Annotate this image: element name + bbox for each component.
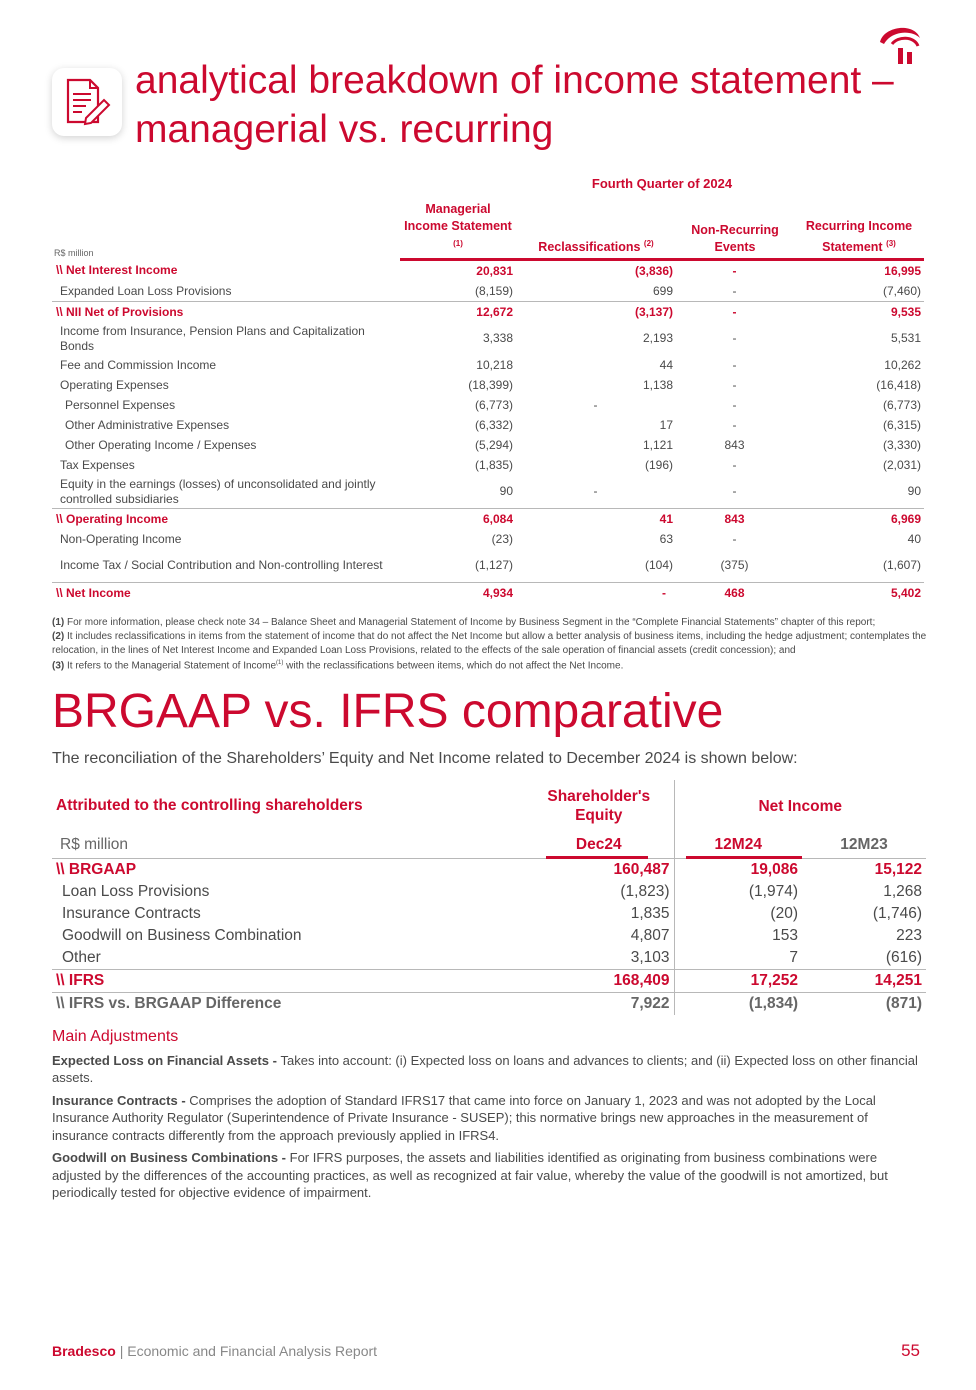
footer: [52, 1343, 377, 1359]
footnote-1: (1) For more information, please check note 34 – Balance Sheet and Managerial Statement of Income by Business Segment in the “Complete Financial Statements” chapter of this report;: [52, 617, 876, 628]
row-label: \\ IFRS: [52, 970, 524, 993]
row-label: \\ Net Interest Income: [56, 263, 178, 278]
period-title: Fourth Quarter of 2024: [591, 175, 733, 191]
table-row: \\ Net Income 4,934 - 468 5,402: [52, 583, 924, 604]
row-label: Loan Loss Provisions: [62, 883, 210, 900]
reconciliation-table: [52, 780, 926, 1015]
adjustment-item: Expected Loss on Financial Assets - Takes into account: (i) Expected loss on loans and advances to clients; and (ii) Expected loss on other financial assets.: [52, 1052, 918, 1085]
table-row: Non-Operating Income (23) 63 - 40: [52, 529, 924, 549]
table-row: \\ BRGAAP 160,487 19,086 15,122: [52, 859, 926, 882]
table-row: Tax Expenses (1,835) (196) - (2,031): [52, 455, 924, 475]
table-row: \\ Net Interest Income 20,831 (3,836) - 16,995: [52, 260, 924, 282]
document-icon-box: [52, 68, 122, 136]
section-title: BRGAAP vs. IFRS comparative: [52, 685, 724, 738]
row-label: Other Administrative Expenses: [65, 418, 230, 432]
row-label: Equity in the earnings (losses) of unconsolidated and jointly controlled subsidiaries: [60, 476, 376, 506]
equity-header: Shareholder's Equity: [547, 788, 651, 824]
col-12m24: 12M24: [674, 832, 802, 859]
income-statement-table: [52, 172, 924, 603]
table-row: \\ Operating Income 6,084 41 843 6,969: [52, 509, 924, 530]
col-dec24: Dec24: [575, 836, 622, 853]
table-row: Insurance Contracts 1,835 (20) (1,746): [52, 903, 926, 925]
row-label: Other Operating Income / Expenses: [65, 438, 257, 452]
row-label: Other: [62, 949, 101, 966]
12m24-underline: [686, 856, 802, 859]
row-label: \\ Net Income: [52, 583, 400, 604]
col-12m23: 12M23: [840, 836, 888, 853]
adjustment-item: Goodwill on Business Combinations - For IFRS purposes, the assets and liabilities identified as originating from business combinations were adjusted by the differences of the accounting practices, as well as recognized at fair value, whereby the value of the goodwill is not amortized, but periodically tested for objective evidence of impairment.: [52, 1150, 888, 1200]
row-label: Goodwill on Business Combination: [62, 927, 302, 944]
row-label: Income Tax / Social Contribution and Non-controlling Interest: [60, 558, 383, 572]
page-title-line1: analytical breakdown of income statement –: [135, 59, 894, 102]
row-label: Income from Insurance, Pension Plans and Capitalization Bonds: [60, 323, 365, 353]
footer-report: Economic and Financial Analysis Report: [127, 1343, 378, 1359]
col-header-reclassifications: Reclassifications $^{(2)}$: [516, 194, 676, 260]
table-row: \\ IFRS vs. BRGAAP Difference 7,922 (1,834) (871): [52, 993, 926, 1016]
adjustments-title: Main Adjustments: [52, 1028, 179, 1045]
unit-label: R$ million: [60, 836, 129, 853]
document-pen-icon: [62, 78, 112, 126]
row-label: Non-Operating Income: [60, 532, 182, 546]
table-row: Personnel Expenses (6,773) - - (6,773): [52, 395, 924, 415]
section-intro: The reconciliation of the Shareholders’ Equity and Net Income related to December 2024 is shown below:: [52, 750, 798, 767]
footer-separator: |: [115, 1343, 128, 1359]
page-title-line2: managerial vs. recurring: [135, 108, 554, 151]
row-label: \\ BRGAAP: [52, 859, 524, 882]
page-number: 55: [901, 1341, 920, 1360]
row-label: Personnel Expenses: [65, 398, 176, 412]
col-header-recurring: Recurring Income Statement $^{(3)}$: [794, 194, 924, 260]
table-row: Fee and Commission Income 10,218 44 - 10,262: [52, 355, 924, 375]
row-label: Operating Expenses: [60, 378, 169, 392]
table-row: Loan Loss Provisions (1,823) (1,974) 1,268: [52, 881, 926, 903]
table-row: Expanded Loan Loss Provisions (8,159) 699 - (7,460): [52, 281, 924, 302]
footnotes: [52, 616, 932, 674]
col-header-non-recurring: Non-Recurring Events: [676, 194, 794, 260]
row-label: Fee and Commission Income: [60, 358, 217, 372]
row-label: Insurance Contracts: [62, 905, 201, 922]
table-row: Other Administrative Expenses (6,332) 17 - (6,315): [52, 415, 924, 435]
row-label: Tax Expenses: [60, 458, 135, 472]
table-row: Equity in the earnings (losses) of unconsolidated and jointly controlled subsidiaries 90 - - 90: [52, 475, 924, 509]
footnote-2: (2) It includes reclassifications in items from the statement of income that do not affect the Net Income but allow a better analysis of business items, including the hedge adjustment; contemplates the relocation, in the lines of Net Interest Income and Expanded Loan Loss Provisions, related to the effects of the sale operation of financial assets (credit concession); and: [52, 630, 927, 656]
table-row: Other 3,103 7 (616): [52, 947, 926, 970]
footnote-3: (3) It refers to the Managerial Statement of Income$^{(1)}$ with the reclassifications between items, which do not affect the Net Income.: [52, 660, 624, 672]
dec24-underline: [546, 856, 648, 859]
row-label: \\ NII Net of Provisions: [52, 302, 400, 323]
table-row: Income Tax / Social Contribution and Non-controlling Interest (1,127) (104) (375) (1,607): [52, 549, 924, 583]
table-row: \\ NII Net of Provisions 12,672 (3,137) - 9,535: [52, 302, 924, 323]
table-row: Goodwill on Business Combination 4,807 153 223: [52, 925, 926, 947]
net-income-header: Net Income: [674, 780, 926, 832]
page-title: [135, 56, 955, 154]
table-row: Income from Insurance, Pension Plans and Capitalization Bonds 3,338 2,193 - 5,531: [52, 322, 924, 355]
adjustment-item: Insurance Contracts - Comprises the adoption of Standard IFRS17 that came into force on January 1, 2023 and was not adopted by the Local Insurance Authority Regulator (Superintendence of Private Insurance - SUSEP); this normative brings new approaches in the measurement of insurance contracts differently from the approach previously applied in IFRS4.: [52, 1092, 876, 1143]
table-row: Operating Expenses (18,399) 1,138 - (16,418): [52, 375, 924, 395]
row-label: Expanded Loan Loss Provisions: [60, 284, 232, 298]
col-header-managerial: Managerial Income Statement $^{(1)}$: [400, 194, 516, 260]
footer-brand: Bradesco: [52, 1343, 116, 1359]
row-label: \\ IFRS vs. BRGAAP Difference: [56, 995, 282, 1012]
unit-label: R$ million: [54, 247, 94, 258]
main-adjustments: [52, 1028, 924, 1207]
table-row: \\ IFRS 168,409 17,252 14,251: [52, 970, 926, 993]
attributed-label: Attributed to the controlling shareholders: [56, 797, 363, 814]
table-row: Other Operating Income / Expenses (5,294) 1,121 843 (3,330): [52, 435, 924, 455]
row-label: \\ Operating Income: [52, 509, 400, 530]
